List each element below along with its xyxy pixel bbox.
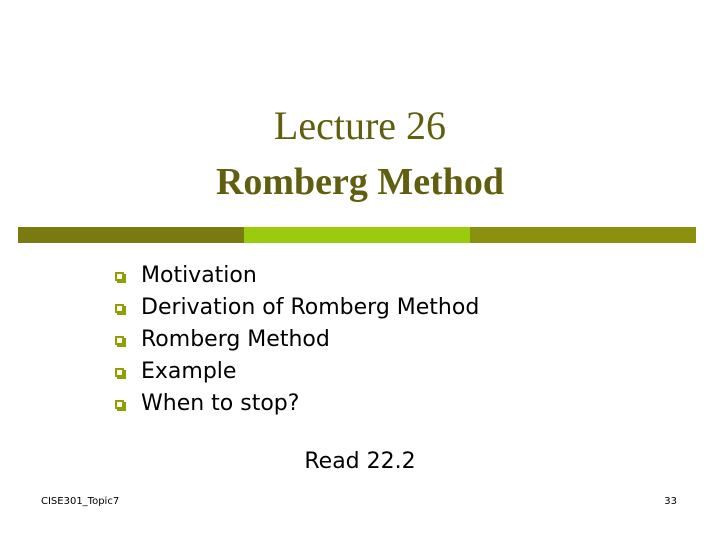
bullet-list [115, 259, 479, 419]
bullet-text: Derivation of Romberg Method [141, 294, 480, 320]
slide-title-line2: Romberg Method [215, 161, 505, 203]
decorative-divider-bar [18, 227, 696, 243]
bullet-text: Example [141, 358, 237, 384]
bullet-text: Motivation [141, 262, 257, 288]
list-item [115, 387, 479, 419]
square-bullet-icon [115, 368, 124, 377]
bullet-text: When to stop? [141, 390, 300, 416]
list-item [115, 323, 479, 355]
divider-segment-1 [18, 227, 244, 243]
divider-segment-2 [244, 227, 470, 243]
square-bullet-icon [115, 272, 124, 281]
slide-title-line1: Lecture 26 [273, 103, 447, 148]
square-bullet-icon [115, 336, 124, 345]
list-item [115, 355, 479, 387]
list-item [115, 291, 479, 323]
page-number: 33 [664, 496, 677, 507]
bullet-text: Romberg Method [141, 326, 330, 352]
footer-course-label: CISE301_Topic7 [41, 496, 120, 507]
divider-segment-3 [470, 227, 696, 243]
reading-note: Read 22.2 [304, 449, 416, 474]
square-bullet-icon [115, 400, 124, 409]
square-bullet-icon [115, 304, 124, 313]
list-item [115, 259, 479, 291]
